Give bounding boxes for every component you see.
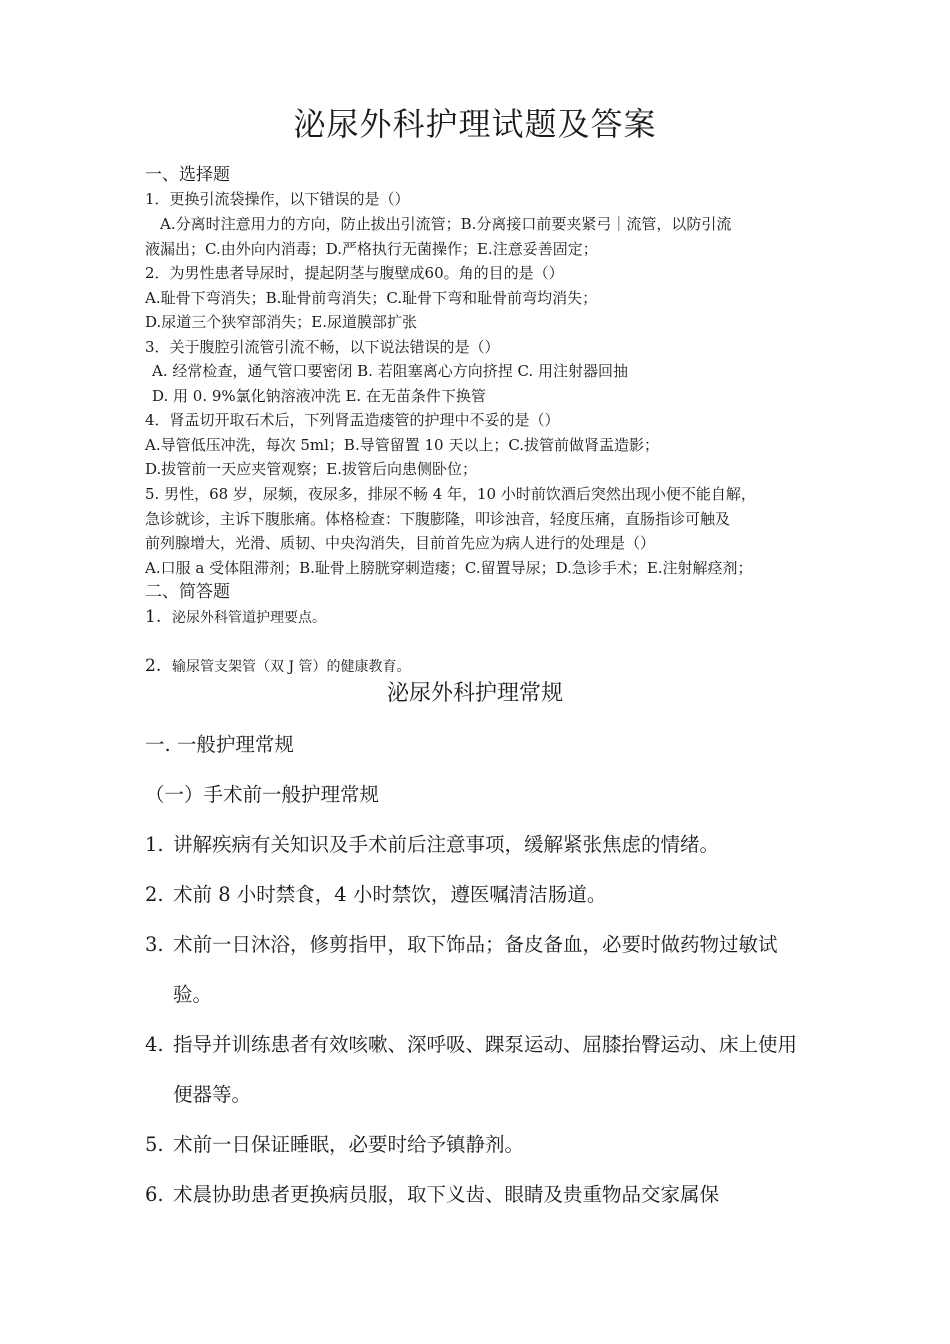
short-answer-item <box>145 604 326 631</box>
list-number: 4. <box>145 1033 164 1056</box>
list-item <box>145 1170 825 1220</box>
list-number: 1. <box>145 833 164 856</box>
section-heading-multiple-choice: 一、选择题 <box>145 165 230 185</box>
question-1-options: A.分离时注意用力的方向，防止拔出引流管；B.分离接口前要夹紧弓｜流管，以防引流 <box>160 215 732 233</box>
list-text: 泌尿外科管道护理要点。 <box>172 610 326 626</box>
question-5-options: A.口服 a 受体阻滞剂；B.耻骨上膀胱穿刺造瘘；C.留置导尿；D.急诊手术；E.注射解痉剂； <box>145 559 753 577</box>
subsection-heading: （一）手术前一般护理常规 <box>145 783 380 806</box>
question-4-stem: 4．肾盂切开取石术后，下列肾盂造瘘管的护理中不妥的是（） <box>145 411 560 429</box>
list-text: 术前 8 小时禁食，4 小时禁饮，遵医嘱清洁肠道。 <box>173 883 607 906</box>
list-item <box>145 820 825 870</box>
question-4-options: A.导管低压冲洗，每次 5ml；B.导管留置 10 天以上；C.拔管前做肾盂造影； <box>145 436 660 454</box>
question-5-stem: 5. 男性，68 岁，尿频，夜尿多，排尿不畅 4 年，10 小时前饮酒后突然出现小便不能自解， <box>145 485 756 503</box>
list-item <box>145 870 825 920</box>
question-3-options-cont: D. 用 0. 9%氯化钠溶液冲洗 E. 在无苗条件下换管 <box>152 387 486 405</box>
question-4-options-cont: D.拔管前一天应夹管观察；E.拔管后向患侧卧位； <box>145 460 477 478</box>
list-number: 3. <box>145 933 164 956</box>
list-item <box>145 920 805 1020</box>
list-number: 2. <box>145 883 164 906</box>
list-text: 输尿管支架管（双 J 管）的健康教育。 <box>172 659 411 675</box>
list-text: 讲解疾病有关知识及手术前后注意事项，缓解紧张焦虑的情绪。 <box>173 833 720 856</box>
list-text: 术晨协助患者更换病员服，取下义齿、眼睛及贵重物品交家属保 <box>173 1183 720 1206</box>
question-2-options: A.耻骨下弯消失；B.耻骨前弯消失；C.耻骨下弯和耻骨前弯均消失； <box>145 289 598 307</box>
list-text: 术前一日保证睡眠，必要时给予镇静剂。 <box>173 1133 525 1156</box>
list-text: 术前一日沐浴，修剪指甲，取下饰品；备皮备血，必要时做药物过敏试验。 <box>173 933 778 1006</box>
question-1-stem: 1．更换引流袋操作，以下错误的是（） <box>145 190 410 208</box>
question-3-stem: 3．关于腹腔引流管引流不畅，以下说法错误的是（） <box>145 338 500 356</box>
question-5-stem-cont-2: 前列腺增大，光滑、质韧、中央沟消失，目前首先应为病人进行的处理是（） <box>145 534 656 552</box>
question-3-options: A. 经常检查，通气管口要密闭 B. 若阻塞离心方向挤捏 C. 用注射器回抽 <box>152 362 628 380</box>
list-item <box>145 1120 825 1170</box>
document-title: 泌尿外科护理试题及答案 <box>293 105 657 143</box>
section-title-nursing-routine: 泌尿外科护理常规 <box>386 681 563 706</box>
list-number: 6. <box>145 1183 164 1206</box>
section-heading-short-answer: 二、简答题 <box>145 582 230 602</box>
question-2-options-cont: D.尿道三个狭窄部消失；E.尿道膜部扩张 <box>145 313 417 331</box>
question-1-options-cont: 液漏出；C.由外向内消毒；D.严格执行无菌操作；E.注意妥善固定； <box>145 240 598 258</box>
list-number: 1. <box>145 607 162 627</box>
part-heading: 一. 一般护理常规 <box>145 733 294 756</box>
list-text: 指导并训练患者有效咳嗽、深呼吸、踝泵运动、屈膝抬臀运动、床上使用便器等。 <box>173 1033 798 1106</box>
list-number: 5. <box>145 1133 164 1156</box>
question-5-stem-cont: 急诊就诊，主诉下腹胀痛。体格检查：下腹膨隆，叩诊浊音，轻度压痛，直肠指诊可触及 <box>145 510 731 528</box>
list-item <box>145 1020 805 1120</box>
question-2-stem: 2．为男性患者导尿时，提起阴茎与腹壁成60。角的目的是（） <box>145 264 564 282</box>
list-number: 2. <box>145 656 162 676</box>
